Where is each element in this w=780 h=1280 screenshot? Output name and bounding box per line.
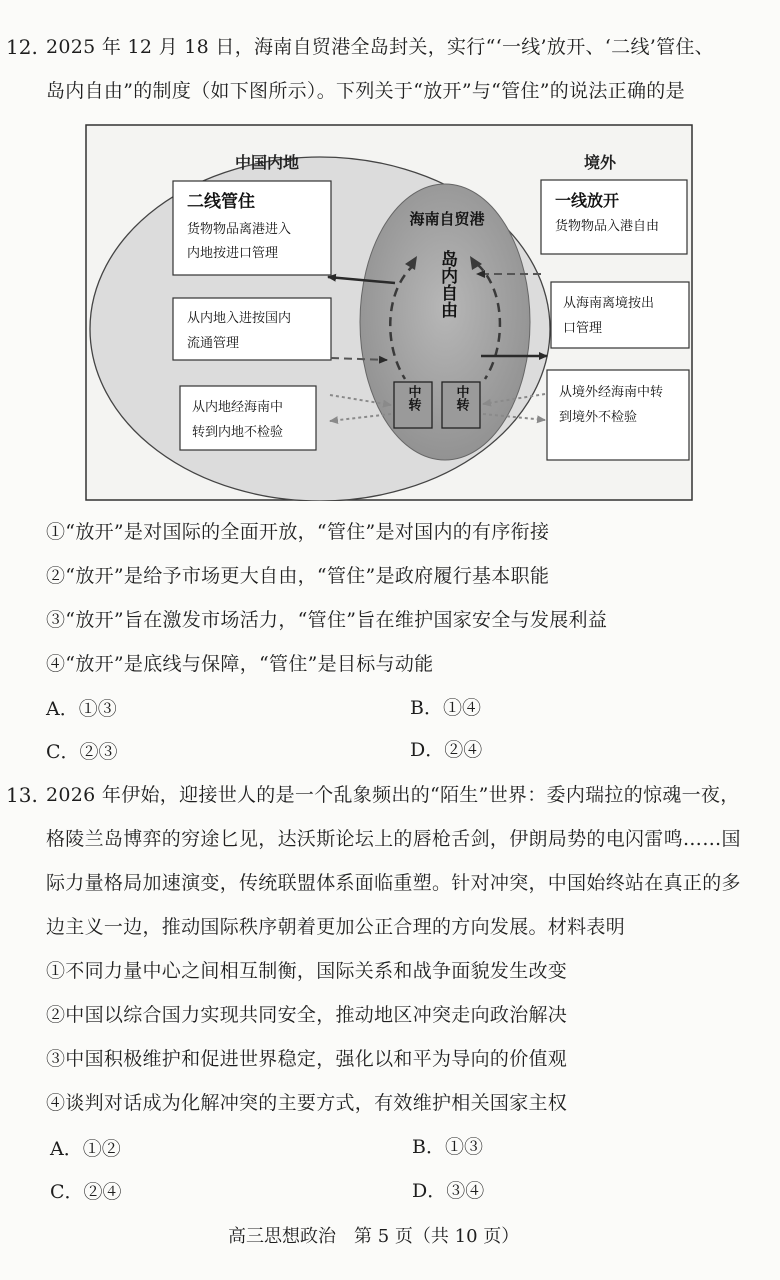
question-12-number: 12. bbox=[6, 35, 38, 59]
q13-statement-2: ②中国以综合国力实现共同安全，推动地区冲突走向政治解决 bbox=[46, 1004, 568, 1026]
box-transit-mainland bbox=[180, 386, 316, 450]
q12-option-c[interactable]: C．②③ bbox=[46, 741, 118, 763]
question-12-stem-line-2: 岛内自由”的制度（如下图所示）。下列关于“放开”与“管住”的说法正确的是 bbox=[46, 80, 685, 102]
hainan-ftz-diagram bbox=[85, 124, 693, 501]
question-13-stem-line-3: 际力量格局加速演变，传统联盟体系面临重塑。针对冲突，中国始终站在真正的多 bbox=[46, 872, 741, 894]
box-line2-title: 二线管住 bbox=[187, 192, 255, 212]
transit-right-label: 中转 bbox=[453, 385, 469, 411]
question-13-stem-line-4: 边主义一边，推动国际秩序朝着更加公正合理的方向发展。材料表明 bbox=[46, 916, 626, 938]
box-line2-text-2: 内地按进口管理 bbox=[187, 246, 279, 261]
box-transit-mainland-text-1: 从内地经海南中 bbox=[192, 400, 284, 415]
box-line1-text-1: 货物物品入港自由 bbox=[555, 219, 660, 234]
box-export-text-1: 从海南离境按出 bbox=[563, 296, 655, 311]
box-exit-export bbox=[551, 282, 689, 348]
box-line1-title: 一线放开 bbox=[555, 191, 620, 210]
question-13-stem-line-2: 格陵兰岛博弈的穷途匕见，达沃斯论坛上的唇枪舌剑，伊朗局势的电闪雷鸣……国 bbox=[46, 828, 741, 850]
diagram-svg bbox=[85, 124, 693, 501]
q12-statement-3: ③“放开”旨在激发市场活力，“管住”旨在维护国家安全与发展利益 bbox=[46, 609, 608, 631]
q13-option-c[interactable]: C．②④ bbox=[50, 1181, 122, 1203]
box-transit-mainland-text-2: 转到内地不检验 bbox=[192, 425, 284, 440]
q12-statement-1: ①“放开”是对国际的全面开放，“管住”是对国内的有序衔接 bbox=[46, 521, 550, 543]
question-13-number: 13. bbox=[6, 783, 38, 807]
box-domestic-text-1: 从内地入进按国内 bbox=[187, 311, 292, 326]
label-island-freedom: 岛内自由 bbox=[437, 250, 457, 318]
question-12-stem-line-1: 2025 年 12 月 18 日，海南自贸港全岛封关，实行“‘一线’放开、‘二线’管住、 bbox=[46, 36, 714, 58]
q13-option-d[interactable]: D．③④ bbox=[412, 1180, 485, 1202]
label-hainan-ftz: 海南自贸港 bbox=[409, 210, 485, 228]
q13-statement-3: ③中国积极维护和促进世界稳定，强化以和平为导向的价值观 bbox=[46, 1048, 568, 1070]
box-transit-abroad-text-1: 从境外经海南中转 bbox=[559, 385, 664, 400]
q12-option-a[interactable]: A．①③ bbox=[46, 698, 117, 720]
box-line2-text-1: 货物物品离港进入 bbox=[187, 222, 292, 237]
q12-option-b[interactable]: B．①④ bbox=[410, 697, 481, 719]
label-mainland: 中国内地 bbox=[234, 153, 300, 172]
q12-option-d[interactable]: D．②④ bbox=[410, 739, 483, 761]
q12-statement-2: ②“放开”是给予市场更大自由，“管住”是政府履行基本职能 bbox=[46, 565, 550, 587]
q13-option-b[interactable]: B．①③ bbox=[412, 1136, 483, 1158]
box-export-text-2: 口管理 bbox=[563, 321, 603, 336]
box-transit-abroad-text-2: 到境外不检验 bbox=[559, 410, 638, 425]
q12-statement-4: ④“放开”是底线与保障，“管住”是目标与动能 bbox=[46, 653, 434, 675]
question-13-stem-line-1: 2026 年伊始，迎接世人的是一个乱象频出的“陌生”世界：委内瑞拉的惊魂一夜， bbox=[46, 784, 740, 806]
page-footer: 高三思想政治 第 5 页（共 10 页） bbox=[228, 1226, 520, 1247]
q13-statement-4: ④谈判对话成为化解冲突的主要方式，有效维护相关国家主权 bbox=[46, 1092, 568, 1114]
box-domestic-text-2: 流通管理 bbox=[187, 336, 240, 351]
q13-statement-1: ①不同力量中心之间相互制衡，国际关系和战争面貌发生改变 bbox=[46, 960, 568, 982]
q13-option-a[interactable]: A．①② bbox=[50, 1138, 121, 1160]
transit-left-label: 中转 bbox=[405, 385, 421, 411]
label-abroad: 境外 bbox=[583, 153, 617, 172]
